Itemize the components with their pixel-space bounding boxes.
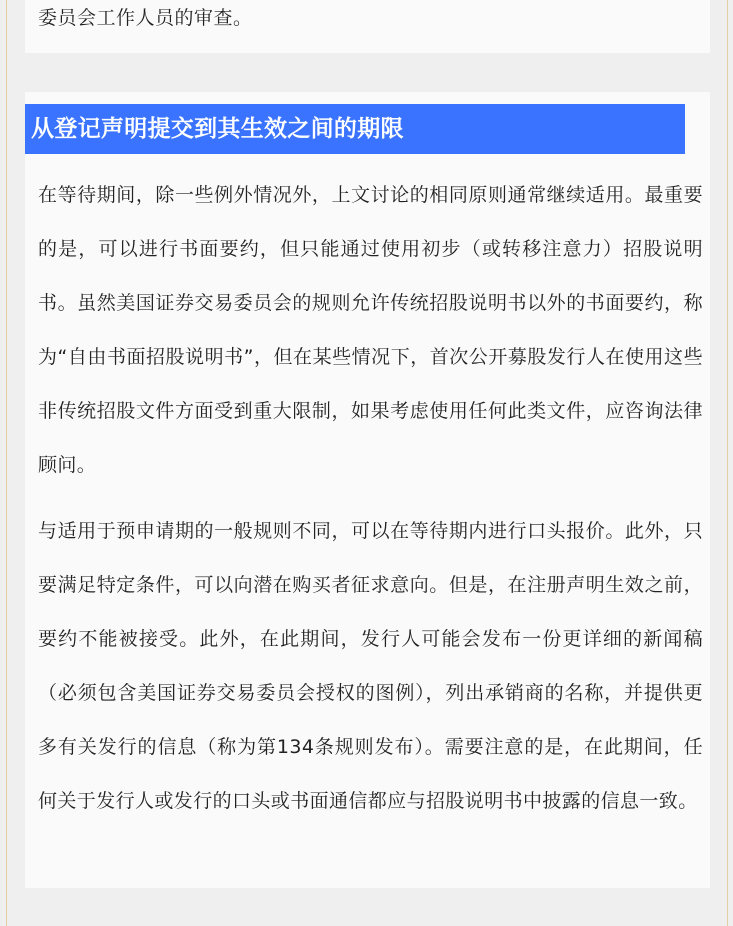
right-border-line [727, 0, 728, 926]
previous-section-card [25, 0, 710, 53]
paragraph-written-offers: 在等待期间，除一些例外情况外，上文讨论的相同原则通常继续适用。最重要的是，可以进行书面要约，但只能通过使用初步（或转移注意力）招股说明书。虽然美国证券交易委员会的规则允许传统招股说明书以外的书面要约，称为“自由书面招股说明书”，但在某些情况下，首次公开募股发行人在使用这些非传统招股文件方面受到重大限制，如果考虑使用任何此类文件，应咨询法律顾问。 [38, 184, 703, 476]
left-border-line [6, 0, 7, 926]
waiting-period-section-card [25, 92, 710, 888]
paragraph-oral-offers: 与适用于预申请期的一般规则不同，可以在等待期内进行口头报价。此外，只要满足特定条件，可以向潜在购买者征求意向。但是，在注册声明生效之前，要约不能被接受。此外，在此期间，发行人可能会发布一份更详细的新闻稿（必须包含美国证券交易委员会授权的图例），列出承销商的名称，并提供更多有关发行的信息（称为第134条规则发布）。需要注意的是，在此期间，任何关于发行人或发行的口头或书面通信都应与招股说明书中披露的信息一致。 [38, 520, 703, 812]
previous-section-tail-text: 委员会工作人员的审查。 [38, 7, 253, 29]
section-heading: 从登记声明提交到其生效之间的期限 [25, 104, 685, 154]
